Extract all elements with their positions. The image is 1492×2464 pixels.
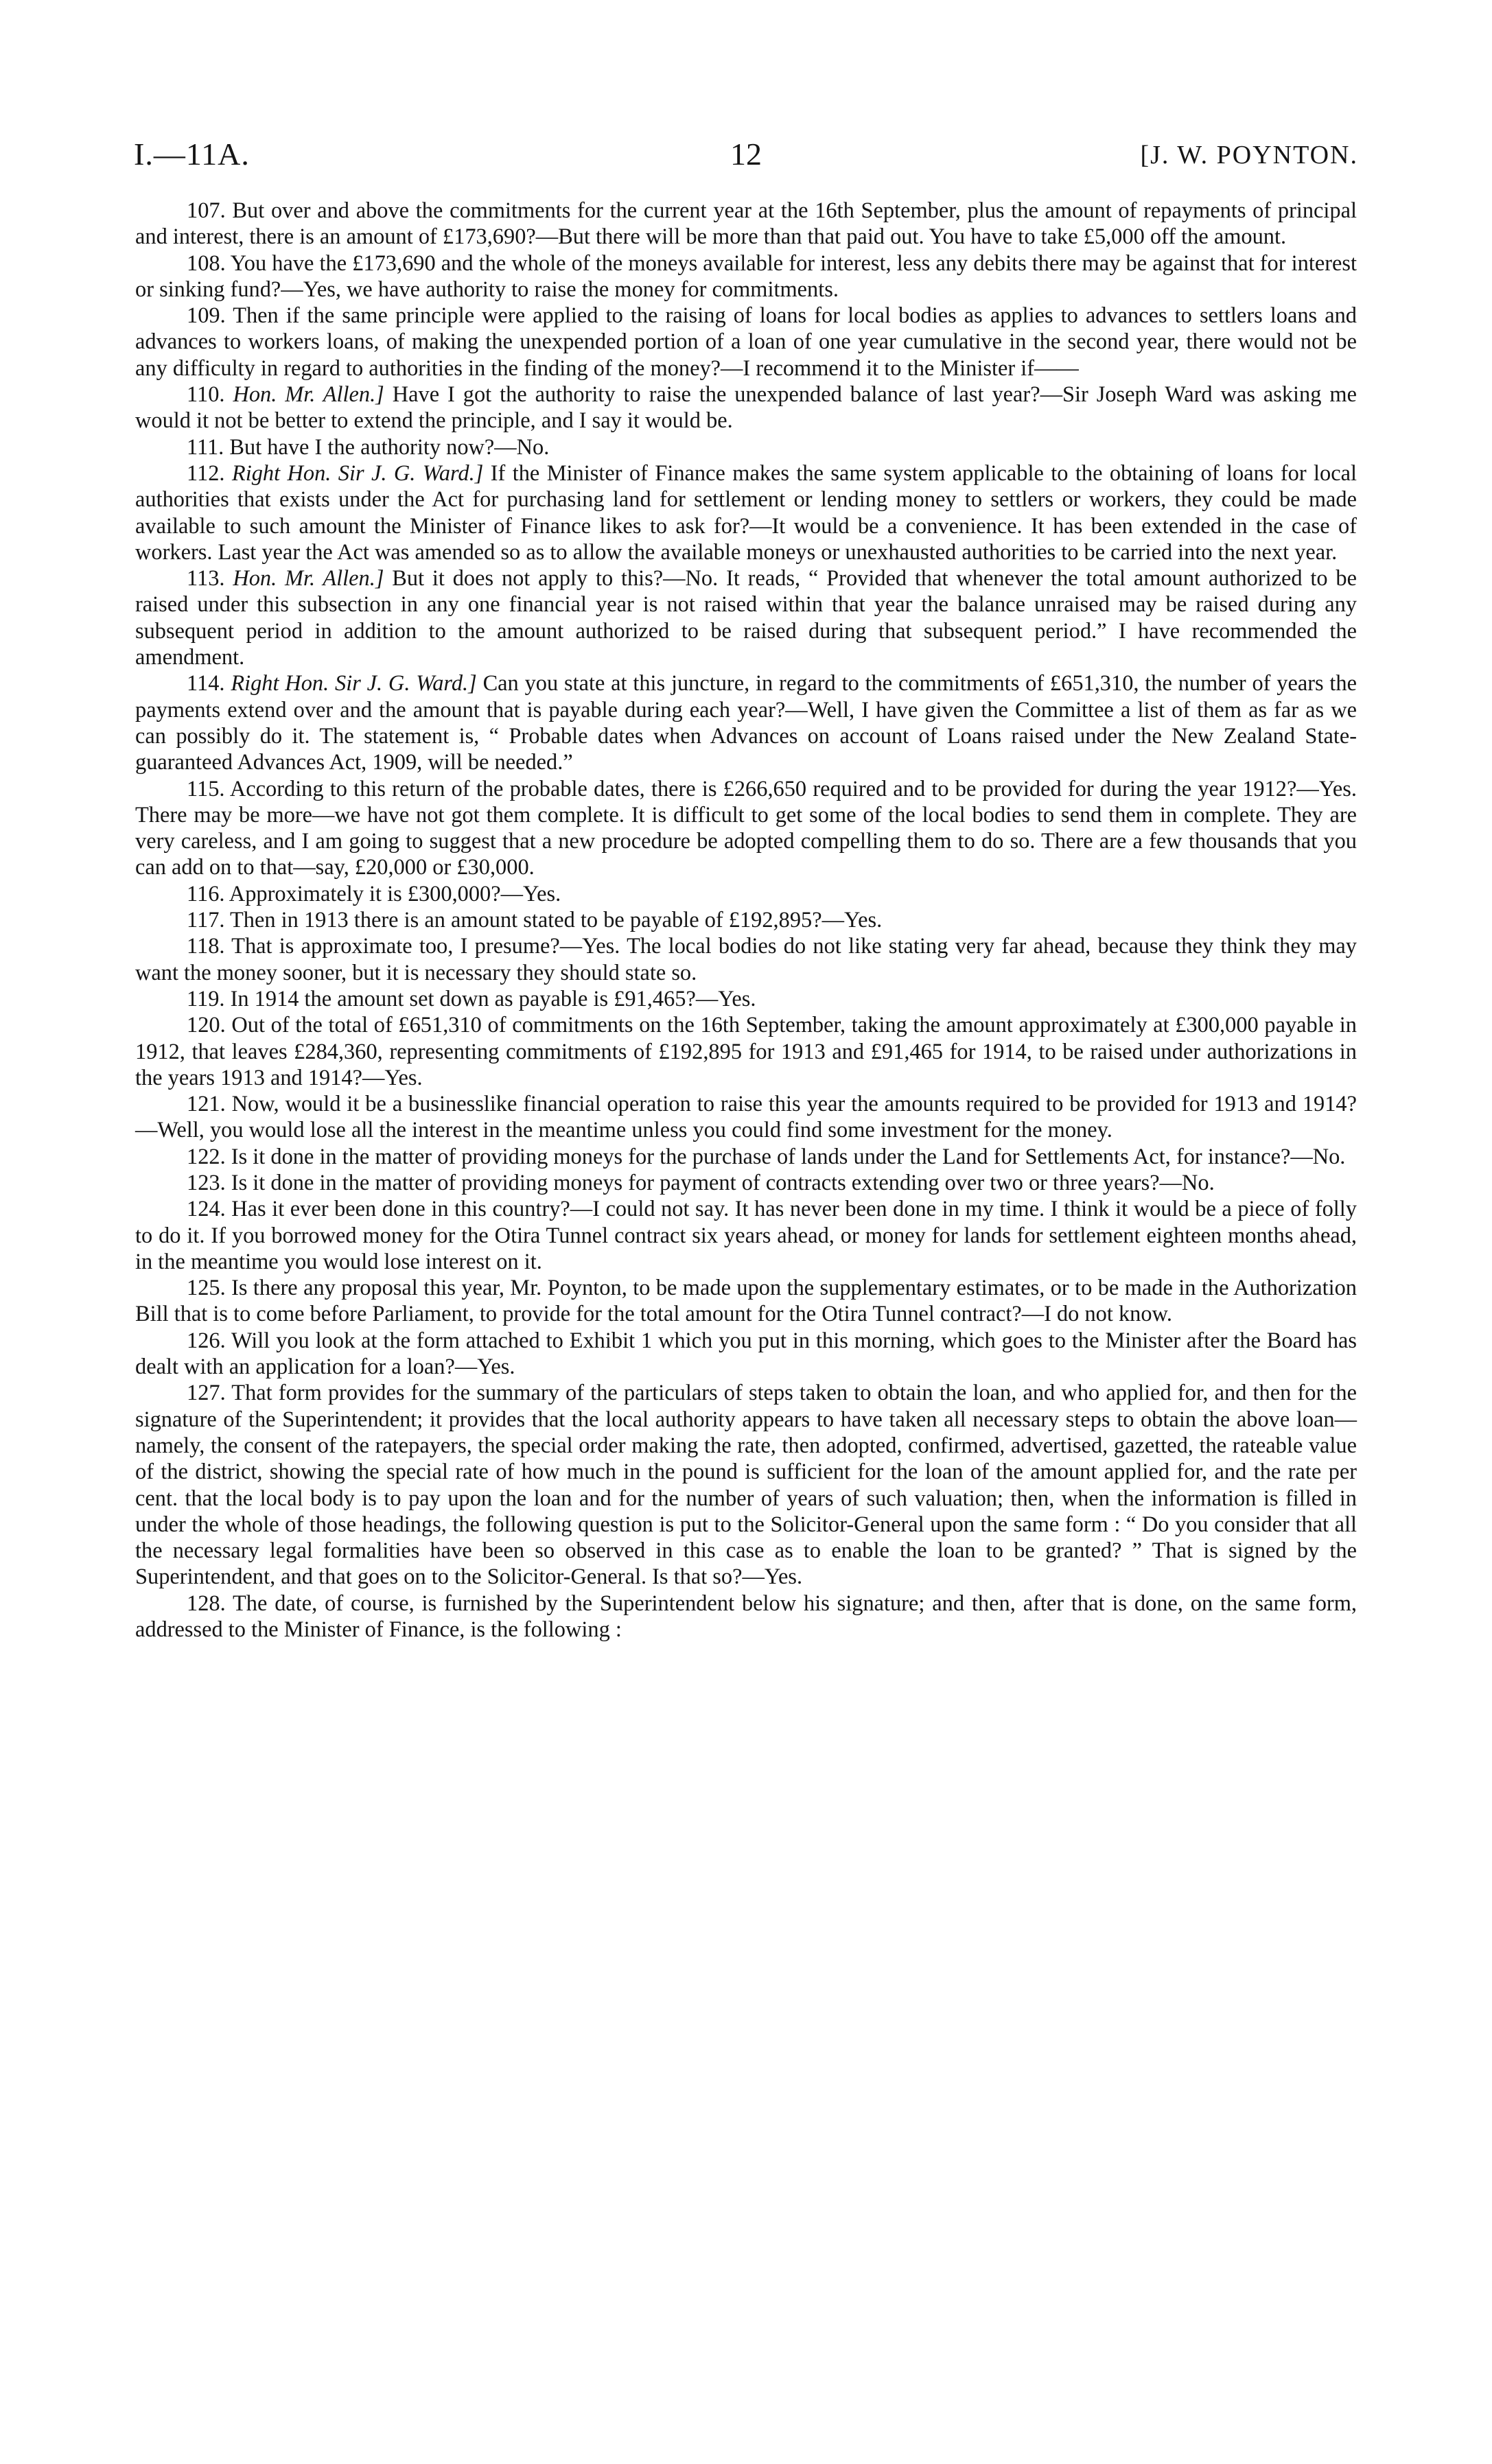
question-text: But have I the authority now?—No. (229, 434, 550, 460)
question-text: That is approximate too, I presume?—Yes. The local bodies do not like stating very far ahead, because they think they may want the money sooner, but it is necessary they should state so. (135, 934, 1357, 985)
question-paragraph (135, 434, 1357, 460)
question-text: Out of the total of £651,310 of commitments on the 16th September, taking the amount approximately at £300,000 payable in 1912, that leaves £284,360, representing commitments of £192,895 for 1913 and £91,465 for 1914, to be raised under authorizations in the years 1913 and 1914?—Yes. (135, 1013, 1357, 1090)
question-text: Is it done in the matter of providing moneys for payment of contracts extending over two or three years?—No. (231, 1170, 1215, 1195)
question-number: 118. (187, 934, 225, 959)
question-paragraph (135, 460, 1357, 565)
question-text: Is it done in the matter of providing moneys for the purchase of lands under the Land for Settlements Act, for instance?—No. (231, 1144, 1346, 1169)
page-header (134, 136, 1358, 180)
question-paragraph (135, 1328, 1357, 1381)
question-number: 115. (187, 776, 225, 801)
witness-name: [J. W. POYNTON. (1140, 141, 1358, 169)
question-number: 111. (187, 434, 224, 460)
question-paragraph (135, 382, 1357, 434)
question-text: According to this return of the probable dates, there is £266,650 required and to be provided for during the year 1912?—Yes. There may be more—we have not got them complete. It is difficult to get some of the local bodies to send them in complete. They are very careless, and I am going to suggest that a new procedure be adopted compelling them to do so. There are a few thousands that you can add on to that—say, £20,000 or £30,000. (135, 776, 1357, 880)
question-text: Will you look at the form attached to Exhibit 1 which you put in this morning, which goes to the Minister after the Board has dealt with an application for a loan?—Yes. (135, 1328, 1357, 1380)
question-number: 122. (187, 1144, 226, 1169)
question-number: 125. (187, 1276, 226, 1301)
question-paragraph (135, 303, 1357, 382)
question-paragraph (135, 1144, 1357, 1170)
question-text: Now, would it be a businesslike financial operation to raise this year the amounts required to be provided for 1913 and 1914?—Well, you would lose all the interest in the meantime unless you could find some investment for the money. (135, 1092, 1357, 1143)
question-paragraph (135, 933, 1357, 986)
question-paragraph (135, 881, 1357, 907)
question-paragraph (135, 1591, 1357, 1643)
question-paragraph (135, 1170, 1357, 1196)
question-number: 113. (187, 566, 225, 591)
question-text: The date, of course, is furnished by the Superintendent below his signature; and then, after that is done, on the same form, addressed to the Minister of Finance, is the following : (135, 1591, 1357, 1643)
question-paragraph (135, 565, 1357, 670)
question-paragraph (135, 776, 1357, 881)
question-text: Have I got the authority to raise the unexpended balance of last year?—Sir Joseph Ward was asking me would it not be better to extend the principle, and I say it would be. (135, 382, 1357, 434)
question-paragraph (135, 670, 1357, 775)
question-number: 121. (187, 1092, 226, 1117)
question-text: Is there any proposal this year, Mr. Poynton, to be made upon the supplementary estimates, or to be made in the Authorization Bill that is to come before Parliament, to provide for the total amount for the Otira Tunnel contract?—I do not know. (135, 1276, 1357, 1327)
question-paragraph (135, 986, 1357, 1012)
question-text: That form provides for the summary of the particulars of steps taken to obtain the loan, and who applied for, and then for the signature of the Superintendent; it provides that the local authority appears to have taken all necessary steps to obtain the above loan—namely, the consent of the ratepayers, the special order making the rate, then adopted, confirmed, advertised, gazetted, the rateable value of the district, showing the special rate of how much in the pound is sufficient for the loan of the amount applied for, and the rate per cent. that the local body is to pay upon the loan and for the number of years of such valuation; then, when the information is filled in under the whole of those headings, the following question is put to the Solicitor-General upon the same form : “ Do you consider that all the necessary legal formalities have been so observed in this case as to enable the loan to be granted? ” That is signed by the Superintendent, and that goes on to the Solicitor-General. Is that so?—Yes. (135, 1381, 1357, 1590)
speaker-label: Hon. Mr. Allen.] (233, 566, 384, 591)
question-number: 120. (187, 1013, 226, 1038)
question-number: 108. (187, 250, 226, 276)
question-number: 112. (187, 460, 225, 486)
question-text: But it does not apply to this?—No. It reads, “ Provided that whenever the total amount authorized to be raised under this subsection in any one financial year is not raised within that year the balance unraised may be raised during any subsequent period in addition to the amount authorized to be raised during that subsequent period.” I have recommended the amendment. (135, 566, 1357, 670)
question-paragraph (135, 1012, 1357, 1091)
speaker-label: Right Hon. Sir J. G. Ward.] (231, 460, 484, 486)
page-body (135, 198, 1357, 1643)
question-number: 127. (187, 1381, 226, 1406)
question-text: Then in 1913 there is an amount stated to be payable of £192,895?—Yes. (230, 908, 883, 933)
question-paragraph (135, 250, 1357, 303)
question-text: Approximately it is £300,000?—Yes. (229, 881, 561, 906)
question-text: You have the £173,690 and the whole of the moneys available for interest, less any debits there may be against that for interest or sinking fund?—Yes, we have authority to raise the money for commitments. (135, 250, 1357, 302)
question-text: Then if the same principle were applied to the raising of loans for local bodies as applies to advances to settlers loans and advances to workers loans, of making the unexpended portion of a loan of one year cumulative in the second year, there would not be any difficulty in regard to authorities in the finding of the money?—I recommend it to the Minister if—— (135, 303, 1357, 381)
question-number: 124. (187, 1197, 226, 1222)
question-number: 119. (187, 986, 225, 1011)
question-number: 107. (187, 198, 226, 223)
document-reference: I.—11A. (134, 137, 250, 172)
question-number: 117. (187, 908, 225, 933)
page-number: 12 (730, 137, 762, 172)
question-number: 123. (187, 1170, 226, 1195)
question-number: 128. (187, 1591, 226, 1616)
question-paragraph (135, 1275, 1357, 1328)
question-text: Has it ever been done in this country?—I could not say. It has never been done in my time. I think it would be a piece of folly to do it. If you borrowed money for the Otira Tunnel contract six years ahead, or money for lands for settlement eighteen months ahead, in the meantime you would lose interest on it. (135, 1197, 1357, 1274)
question-text: But over and above the commitments for the current year at the 16th September, plus the amount of repayments of principal and interest, there is an amount of £173,690?—But there will be more than that paid out. You have to take £5,000 off the amount. (135, 198, 1357, 250)
question-paragraph (135, 1196, 1357, 1275)
speaker-label: Right Hon. Sir J. G. Ward.] (231, 671, 477, 696)
question-paragraph (135, 1380, 1357, 1590)
question-number: 110. (187, 382, 225, 408)
question-number: 126. (187, 1328, 226, 1353)
question-paragraph (135, 198, 1357, 250)
question-paragraph (135, 907, 1357, 933)
question-text: If the Minister of Finance makes the same system applicable to the obtaining of loans for local authorities that exists under the Act for purchasing land for settlement or lending money to settlers or workers, they could be made available to such amount the Minister of Finance likes to ask for?—It would be a convenience. It has been extended in the case of workers. Last year the Act was amended so as to allow the available moneys or unexhausted authorities to be carried into the next year. (135, 460, 1357, 565)
question-number: 116. (187, 881, 225, 906)
question-text: Can you state at this juncture, in regard to the commitments of £651,310, the number of years the payments extend over and the amount that is payable during each year?—Well, I have given the Committee a list of them as far as we can possibly do it. The statement is, “ Probable dates when Advances on account of Loans raised under the New Zealand State-guaranteed Advances Act, 1909, will be needed.” (135, 671, 1357, 775)
speaker-label: Hon. Mr. Allen.] (233, 382, 384, 408)
question-number: 114. (187, 671, 225, 696)
question-number: 109. (187, 303, 226, 329)
question-text: In 1914 the amount set down as payable is £91,465?—Yes. (230, 986, 756, 1011)
question-paragraph (135, 1091, 1357, 1144)
